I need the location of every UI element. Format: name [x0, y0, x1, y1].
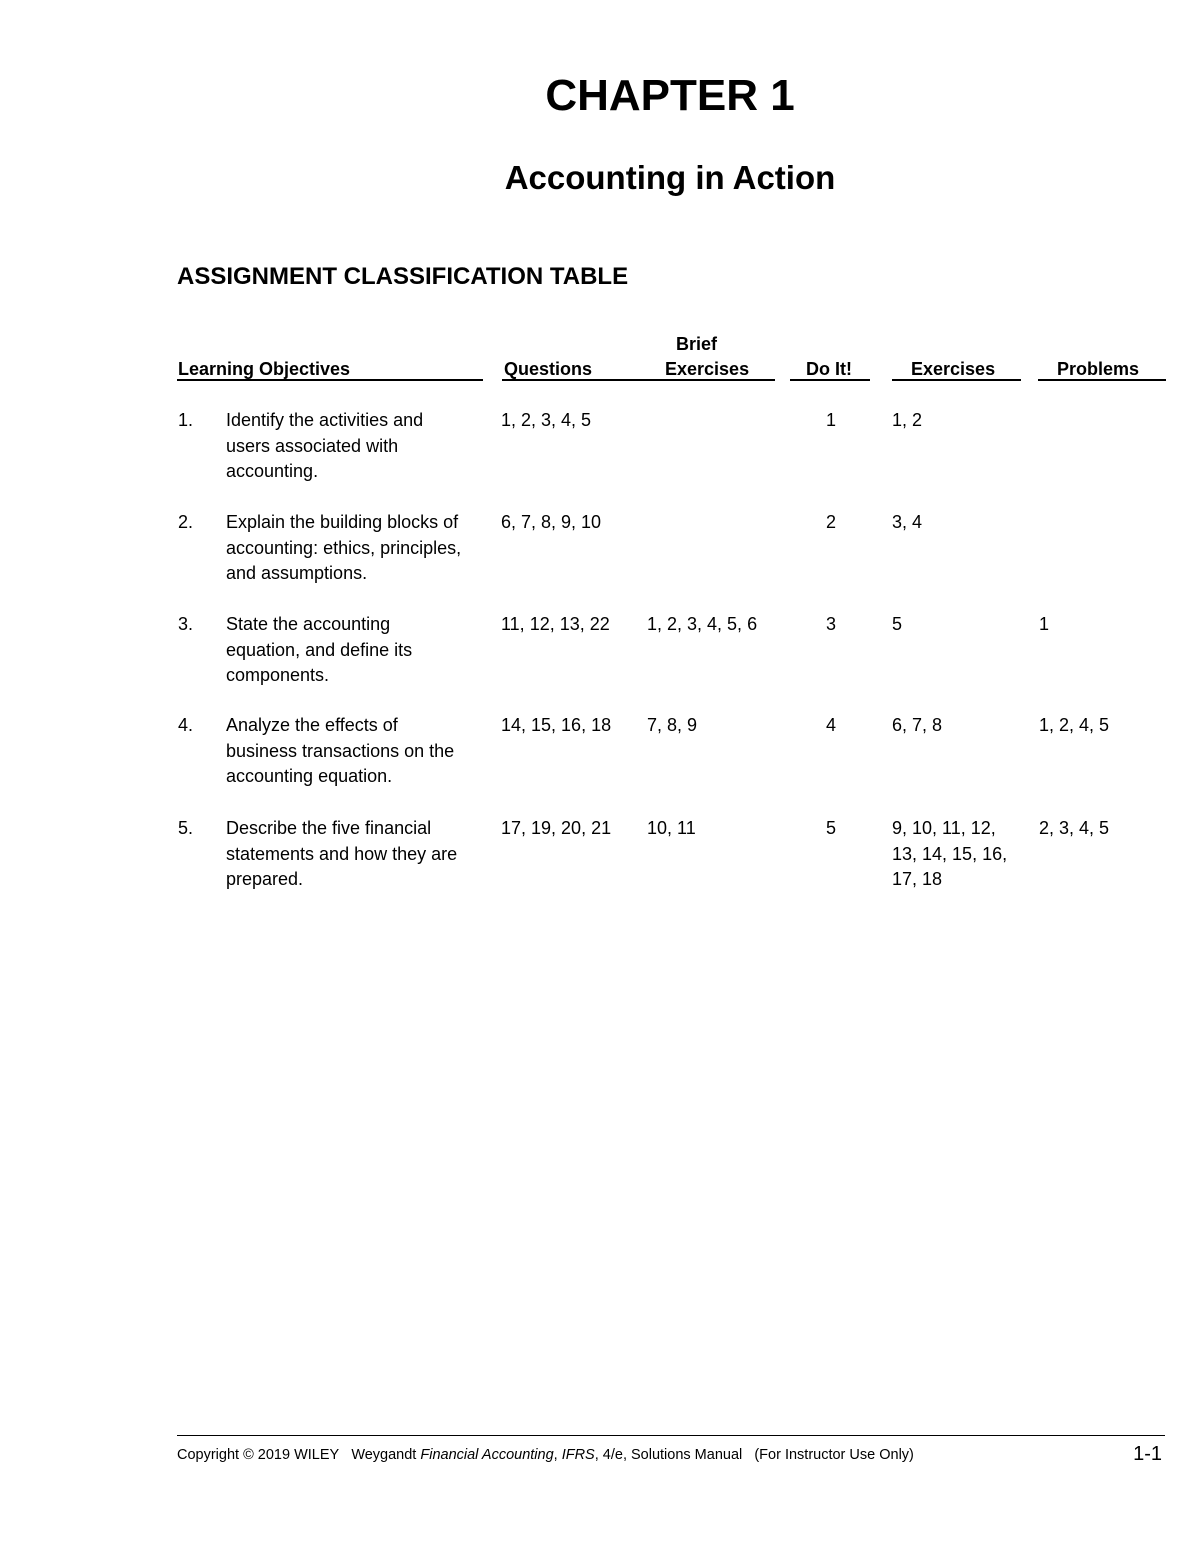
questions-cell: 17, 19, 20, 21	[501, 818, 612, 838]
questions-cell: 6, 7, 8, 9, 10	[501, 512, 602, 532]
header-underline	[790, 379, 870, 381]
header-brief-line1: Brief	[676, 334, 718, 354]
header-exercises: Exercises	[911, 359, 996, 379]
header-problems: Problems	[1057, 359, 1140, 379]
footer-separator: ,	[553, 1447, 558, 1463]
do-it-cell: 2	[825, 512, 836, 532]
objective-text	[226, 816, 486, 893]
footer-edition-italic: IFRS	[561, 1447, 595, 1463]
footer-edition-rest: , 4/e, Solutions Manual	[594, 1447, 743, 1463]
exercises-cell	[892, 510, 922, 536]
objective-line: Identify the activities and	[226, 410, 424, 430]
objective-line: Explain the building blocks of	[226, 512, 459, 532]
section-title: ASSIGNMENT CLASSIFICATION TABLE	[177, 263, 629, 290]
do-it-cell: 3	[825, 614, 836, 634]
header-underline	[502, 379, 775, 381]
footer-book-title: Financial Accounting	[420, 1447, 554, 1463]
footer-rule	[177, 1435, 1165, 1436]
exercises-cell	[892, 612, 902, 638]
objective-number: 3.	[178, 614, 194, 634]
header-underline	[1038, 379, 1166, 381]
chapter-title: CHAPTER 1	[545, 71, 795, 120]
objective-line: equation, and define its	[226, 639, 413, 660]
exercises-cell	[892, 816, 1007, 893]
objective-number: 1.	[178, 410, 194, 430]
objective-text	[226, 713, 486, 790]
objective-line: accounting.	[226, 461, 319, 481]
exercises-cell	[892, 408, 922, 434]
problems-cell: 2, 3, 4, 5	[1039, 818, 1110, 838]
questions-cell: 14, 15, 16, 18	[501, 715, 612, 735]
objective-number: 4.	[178, 715, 194, 735]
objective-number: 5.	[178, 818, 194, 838]
exercises-line: 9, 10, 11, 12,	[892, 818, 996, 838]
exercises-line: 3, 4	[892, 512, 923, 532]
header-questions: Questions	[504, 359, 593, 379]
objective-line: business transactions on the	[226, 740, 455, 761]
objective-line: components.	[226, 665, 330, 685]
questions-cell: 1, 2, 3, 4, 5	[501, 410, 592, 430]
exercises-cell	[892, 713, 942, 739]
header-brief-line2: Exercises	[665, 359, 750, 379]
objective-line: and assumptions.	[226, 563, 368, 583]
brief-exercises-cell: 10, 11	[647, 818, 696, 838]
objective-line: Analyze the effects of	[226, 715, 398, 735]
objective-line: statements and how they are	[226, 843, 458, 864]
objective-text	[226, 408, 486, 485]
header-underline	[177, 379, 483, 381]
objective-text	[226, 612, 486, 689]
exercises-line: 1, 2	[892, 410, 923, 430]
do-it-cell: 5	[825, 818, 836, 838]
exercises-line: 17, 18	[892, 869, 943, 889]
do-it-cell: 1	[825, 410, 836, 430]
questions-cell: 11, 12, 13, 22	[501, 614, 610, 634]
exercises-line: 13, 14, 15, 16,	[892, 843, 1008, 864]
header-underline	[892, 379, 1021, 381]
do-it-cell: 4	[825, 715, 836, 735]
problems-cell: 1, 2, 4, 5	[1039, 715, 1110, 735]
footer-author: Weygandt	[351, 1447, 417, 1463]
footer-text	[177, 1445, 914, 1465]
exercises-line: 6, 7, 8	[892, 715, 943, 735]
brief-exercises-cell: 1, 2, 3, 4, 5, 6	[647, 614, 758, 634]
footer-note: (For Instructor Use Only)	[754, 1447, 914, 1463]
page-number: 1-1	[1133, 1443, 1162, 1465]
brief-exercises-cell: 7, 8, 9	[647, 715, 698, 735]
objective-line: accounting equation.	[226, 766, 393, 786]
footer-copyright: Copyright © 2019 WILEY	[177, 1447, 340, 1463]
objective-text	[226, 510, 486, 587]
objective-line: State the accounting	[226, 614, 391, 634]
header-learning-objectives: Learning Objectives	[178, 359, 351, 379]
objective-line: Describe the five financial	[226, 818, 432, 838]
objective-line: users associated with	[226, 435, 399, 456]
chapter-subtitle: Accounting in Action	[504, 159, 836, 196]
objective-line: prepared.	[226, 869, 304, 889]
problems-cell: 1	[1039, 614, 1050, 634]
objective-line: accounting: ethics, principles,	[226, 537, 462, 558]
exercises-line: 5	[892, 614, 903, 634]
header-do-it: Do It!	[806, 359, 852, 379]
objective-number: 2.	[178, 512, 194, 532]
